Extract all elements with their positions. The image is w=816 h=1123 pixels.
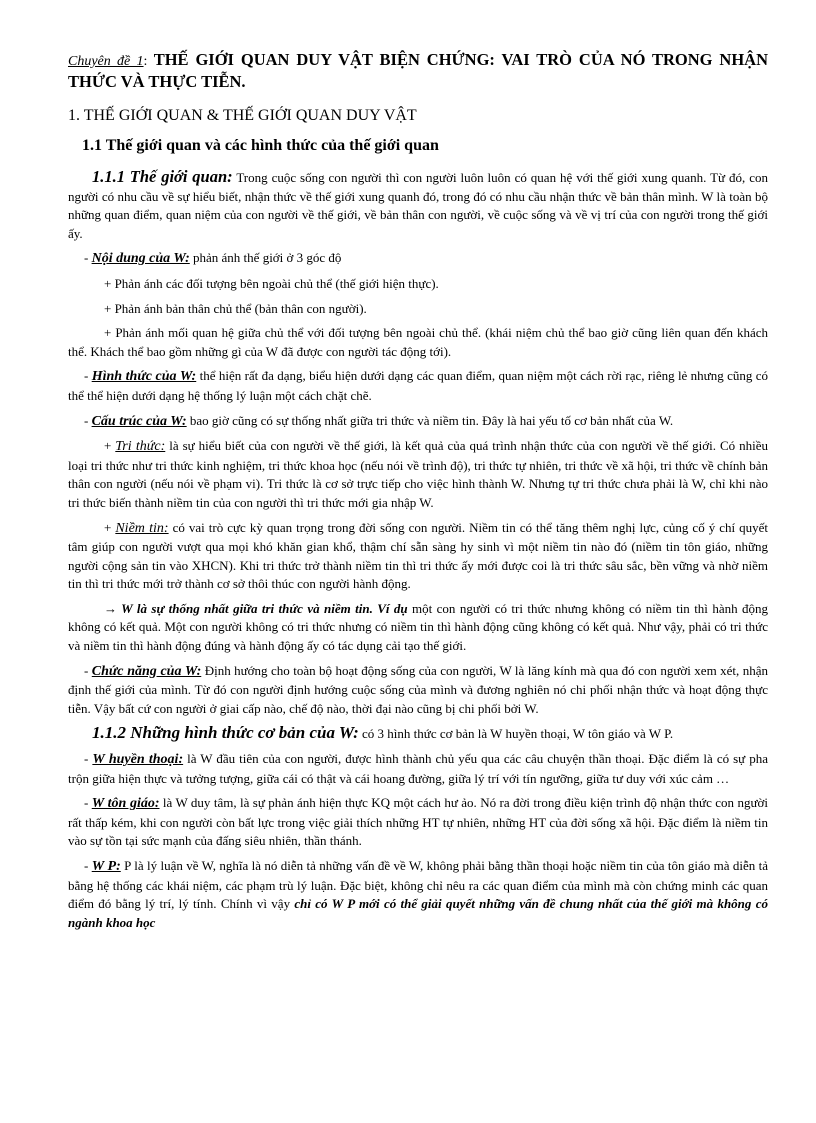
plus: + (104, 438, 116, 454)
para-text: một con người có tri thức nhưng không có niềm tin thì hành động không có kết quả. Một con người không có tri thức nhưng có niềm tin thì hành động cũng không có kết quả. Như vậy, phải có tri thức và niềm tin thì hành động đúng và hành động ấy có tác dụng cải tạo thế giới. (68, 600, 768, 654)
para-text: có 3 hình thức cơ bản là W huyền thoại, W tôn giáo và W P. (358, 726, 674, 742)
document-title (68, 50, 768, 92)
para-thong-nhat (68, 600, 768, 656)
para-cau-truc (68, 412, 768, 432)
para-the-gioi-quan (68, 168, 768, 243)
conclusion-bold: chỉ có W P mới có thể giải quyết những vấn đề chung nhất của thế giới mà không có ngành khoa học (68, 896, 768, 930)
para-noi-dung (68, 249, 768, 269)
heading-1-1-2: 1.1.2 Những hình thức cơ bản của W: (92, 723, 359, 743)
section-heading-1-1: 1.1 Thế giới quan và các hình thức của thế giới quan (82, 137, 439, 154)
label-tri-thuc: Tri thức: (115, 439, 166, 455)
list-item: + Phản ánh các đối tượng bên ngoài chủ thể (thế giới hiện thực). (104, 275, 439, 291)
conclusion-bold: → W là sự thống nhất giữa tri thức và niềm tin. Ví dụ (104, 600, 408, 616)
para-huyen-thoai (68, 750, 768, 788)
label-hinh-thuc: Hình thức của W: (91, 369, 197, 385)
list-item: + Phản ánh mối quan hệ giữa chủ thể với đối tượng bên ngoài chủ thể. (khái niệm chủ thể bao giờ cũng liên quan đến khách thể. Khách thể bao gồm những gì của W đã được con người tác động tới). (68, 325, 768, 359)
list-item: + Phản ánh bản thân chủ thể (bản thân con người). (104, 300, 367, 316)
label-chuc-nang: Chức năng của W: (91, 663, 202, 679)
para-text: có vai trò cực kỳ quan trọng trong đời sống con người. Niềm tin có thể tăng thêm nghị lực, củng cố ý chí quyết tâm giúp con người vượt qua mọi khó khăn gian khổ, thậm chí sẵn sàng hy sinh vì một niềm tin nào đó (niềm tin tôn giáo, những người cộng sản tin vào XHCN). Khi tri thức trở thành niềm tin thì tri thức ấy mới được coi là tri thức sâu sắc, bền vững và nhờ niềm tin thì tri thức mới trở thành cơ sở thôi thúc con người hành động. (68, 519, 768, 592)
para-chuc-nang (68, 662, 768, 719)
para-tri-thuc (68, 437, 768, 512)
para-text: phản ánh thế giới ở 3 góc độ (189, 250, 342, 266)
dash: - (84, 412, 92, 428)
para-text: là W duy tâm, là sự phản ánh hiện thực KQ một cách hư ảo. Nó ra đời trong điều kiện trình độ nhận thức con người rất thấp kém, khi con người còn bất lực trong việc giải thích những HT tự nhiên, những HT của đời sống xã hội. Đặc điểm là niềm tin vào sự tồn tại sức mạnh của đấng siêu nhiên, thần thánh. (68, 795, 768, 849)
label-noi-dung: Nội dung của W: (91, 251, 190, 267)
label-niem-tin: Niềm tin: (115, 520, 169, 536)
para-ton-giao (68, 794, 768, 851)
dash: - (84, 858, 92, 873)
plus: + (104, 519, 116, 535)
section-heading-1: 1. THẾ GIỚI QUAN & THẾ GIỚI QUAN DUY VẬT (68, 107, 417, 124)
topic-title: THẾ GIỚI QUAN DUY VẬT BIỆN CHỨNG: VAI TRÒ CỦA NÓ TRONG NHẬN THỨC VÀ THỰC TIỄN. (68, 50, 769, 91)
dash: - (84, 662, 92, 678)
label-wp: W P: (91, 859, 121, 874)
document-page (68, 50, 768, 938)
topic-label: Chuyên đề 1 (68, 54, 144, 69)
para-niem-tin (68, 519, 768, 594)
label-ton-giao: W tôn giáo: (91, 796, 160, 812)
dash: - (84, 250, 92, 266)
para-text: thể hiện rất đa dạng, biểu hiện dưới dạng các quan điểm, quan niệm một cách rời rạc, riêng lẻ nhưng cũng có thể thể hiện dưới dạng hệ thống lý luận một cách chặt chẽ. (68, 368, 768, 403)
dash: - (84, 795, 92, 811)
para-hinh-thuc-co-ban (68, 724, 768, 744)
para-text: là W đầu tiên của con người, được hình thành chủ yếu qua các câu chuyện thần thoại. Đặc điểm là có sự pha trộn giữa hiện thực và tưởng tượng, giữa cái có thật và cái hoang đường, giữa lý trí với tín ngưỡng, giữa tư duy với xúc cảm … (68, 751, 768, 786)
topic-colon: : (143, 54, 154, 69)
heading-1-1-1: 1.1.1 Thế giới quan: (92, 167, 233, 186)
para-text: Định hướng cho toàn bộ hoạt động sống của con người, W là lăng kính mà qua đó con người xem xét, nhận định thế giới của mình. Từ đó con người định hướng cuộc sống của mình và đương nghiên nó chi phối nhận thức và hoạt động thực tiễn. Vậy bất cứ con người ở giai cấp nào, chế độ nào, thời đại nào cũng bị chi phối bởi W. (68, 662, 768, 716)
para-text: bao giờ cũng có sự thống nhất giữa tri thức và niềm tin. Đây là hai yếu tố cơ bản nhất của W. (186, 412, 674, 428)
para-text: P là lý luận về W, nghĩa là nó diễn tả những vấn đề về W, không phải bằng thần thoại hoặc niềm tin của tôn giáo mà diễn tả bằng hệ thống các khái niệm, các phạm trù lý luận. Đặc biệt, không chỉ nêu ra các quan điểm của mình mà còn chứng minh các quan điểm đó bằng lý trí, lý tính. Chính vì vậy (68, 858, 768, 912)
para-text: là sự hiểu biết của con người về thế giới, là kết quả của quá trình nhận thức của con người về thế giới. Có nhiều loại tri thức như tri thức kinh nghiệm, tri thức khoa học (nếu nói về trình độ), tri thức tự nhiên, tri thức về xã hội, tri thức về chính bản thân con người (nếu nói về phạm vi). Tri thức là cơ sở trực tiếp cho việc hình thành W. Nhưng tự tri thức chưa phải là W, chỉ khi nào tri thức biến thành niềm tin của con người thì tri thức mới gia nhập W. (68, 438, 768, 510)
para-hinh-thuc (68, 367, 768, 405)
label-cau-truc: Cấu trúc của W: (91, 413, 187, 429)
dash: - (84, 751, 93, 767)
dash: - (84, 368, 92, 384)
para-wp (68, 857, 768, 932)
para-text: Trong cuộc sống con người thì con người luôn luôn có quan hệ với thế giới xung quanh. Từ đó, con người có nhu cầu về sự hiểu biết, nhận thức về thế giới xung quanh đó, trong đó có nhu cầu nhận thức về bản thân mình. W là toàn bộ những quan điểm, quan niệm của con người về thế giới, về bản thân con người, về cuộc sống và về vị trí của con người trong thế giới ấy. (68, 170, 768, 241)
label-huyen-thoai: W huyền thoại: (92, 752, 184, 768)
